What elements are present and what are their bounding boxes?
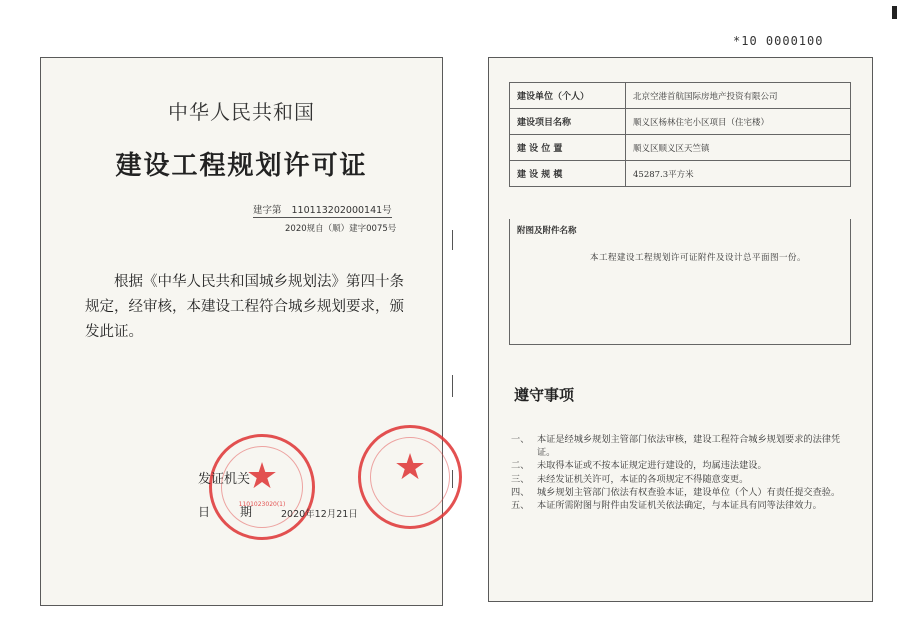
location-label: 建 设 位 置: [510, 135, 626, 161]
builder-value: 北京空港首航国际房地产投资有限公司: [626, 83, 851, 109]
issue-date: 2020年12月21日: [281, 509, 358, 520]
official-seal-right: [358, 425, 462, 529]
date-label: [198, 503, 252, 520]
location-value: 顺义区顺义区天竺镇: [626, 135, 851, 161]
attachments-label: 附图及附件名称: [517, 226, 577, 236]
list-item: [511, 486, 856, 499]
country-title: 中华人民共和国: [168, 100, 315, 124]
list-item: [511, 433, 856, 459]
fold-mark: [452, 375, 453, 397]
notice-text: 未经发证机关许可，本证的各项规定不得随意变更。: [537, 473, 749, 485]
seal-star-icon: ★: [245, 456, 279, 497]
certificate-number-label: 建字第: [253, 205, 282, 216]
notice-number: 五、: [511, 500, 530, 512]
notice-text: 本证是经城乡规划主管部门依法审核，建设工程符合城乡规划要求的法律凭证。: [537, 434, 841, 459]
project-name-label: 建设项目名称: [510, 109, 626, 135]
table-row: [510, 161, 851, 187]
seal-star-icon: ★: [393, 447, 427, 488]
table-row: [510, 109, 851, 135]
scan-edge-mark: [892, 6, 897, 19]
fold-mark: [452, 230, 453, 250]
certificate-title: 建设工程规划许可证: [115, 151, 368, 181]
notice-list: [511, 433, 856, 512]
seal-number: 1101023020(1): [238, 501, 286, 508]
certificate-reference: 2020规自（顺）建字0075号: [285, 224, 397, 234]
serial-number: *10 0000100: [733, 34, 824, 48]
left-page: [40, 57, 443, 606]
notice-number: 三、: [511, 473, 530, 485]
list-item: [511, 473, 856, 486]
notice-title: 遵守事项: [514, 386, 575, 404]
date-label-char-1: 日: [198, 505, 211, 519]
notice-text: 城乡规划主管部门依法有权查验本证，建设单位（个人）有责任提交查验。: [537, 486, 841, 498]
builder-label: 建设单位（个人）: [510, 83, 626, 109]
attachments-text: 本工程建设工程规划许可证附件及设计总平面图一份。: [590, 253, 807, 263]
scale-value: 45287.3平方米: [626, 161, 851, 187]
attachments-box: [509, 219, 851, 345]
official-seal-left: [209, 434, 315, 540]
table-row: [510, 83, 851, 109]
notice-number: 一、: [511, 434, 530, 445]
right-page: [488, 57, 873, 602]
table-row: [510, 135, 851, 161]
certificate-number-value: 110113202000141号: [291, 205, 392, 216]
notice-number: 二、: [511, 460, 530, 472]
date-label-char-2: 期: [240, 505, 253, 519]
notice-text: 未取得本证或不按本证规定进行建设的，均属违法建设。: [537, 460, 767, 472]
scale-label: 建 设 规 模: [510, 161, 626, 187]
list-item: [511, 499, 856, 512]
certificate-body-text: 根据《中华人民共和国城乡规划法》第四十条规定，经审核，本建设工程符合城乡规划要求，颁发此证。: [85, 274, 404, 340]
certificate-number: [253, 202, 392, 218]
notice-text: 本证所需附图与附件由发证机关依法确定，与本证具有同等法律效力。: [537, 500, 822, 512]
issuer-label: 发证机关: [198, 472, 251, 487]
notice-number: 四、: [511, 486, 530, 498]
project-info-table: [509, 82, 851, 187]
project-name-value: 顺义区杨林住宅小区项目（住宅楼）: [626, 109, 851, 135]
list-item: [511, 459, 856, 472]
